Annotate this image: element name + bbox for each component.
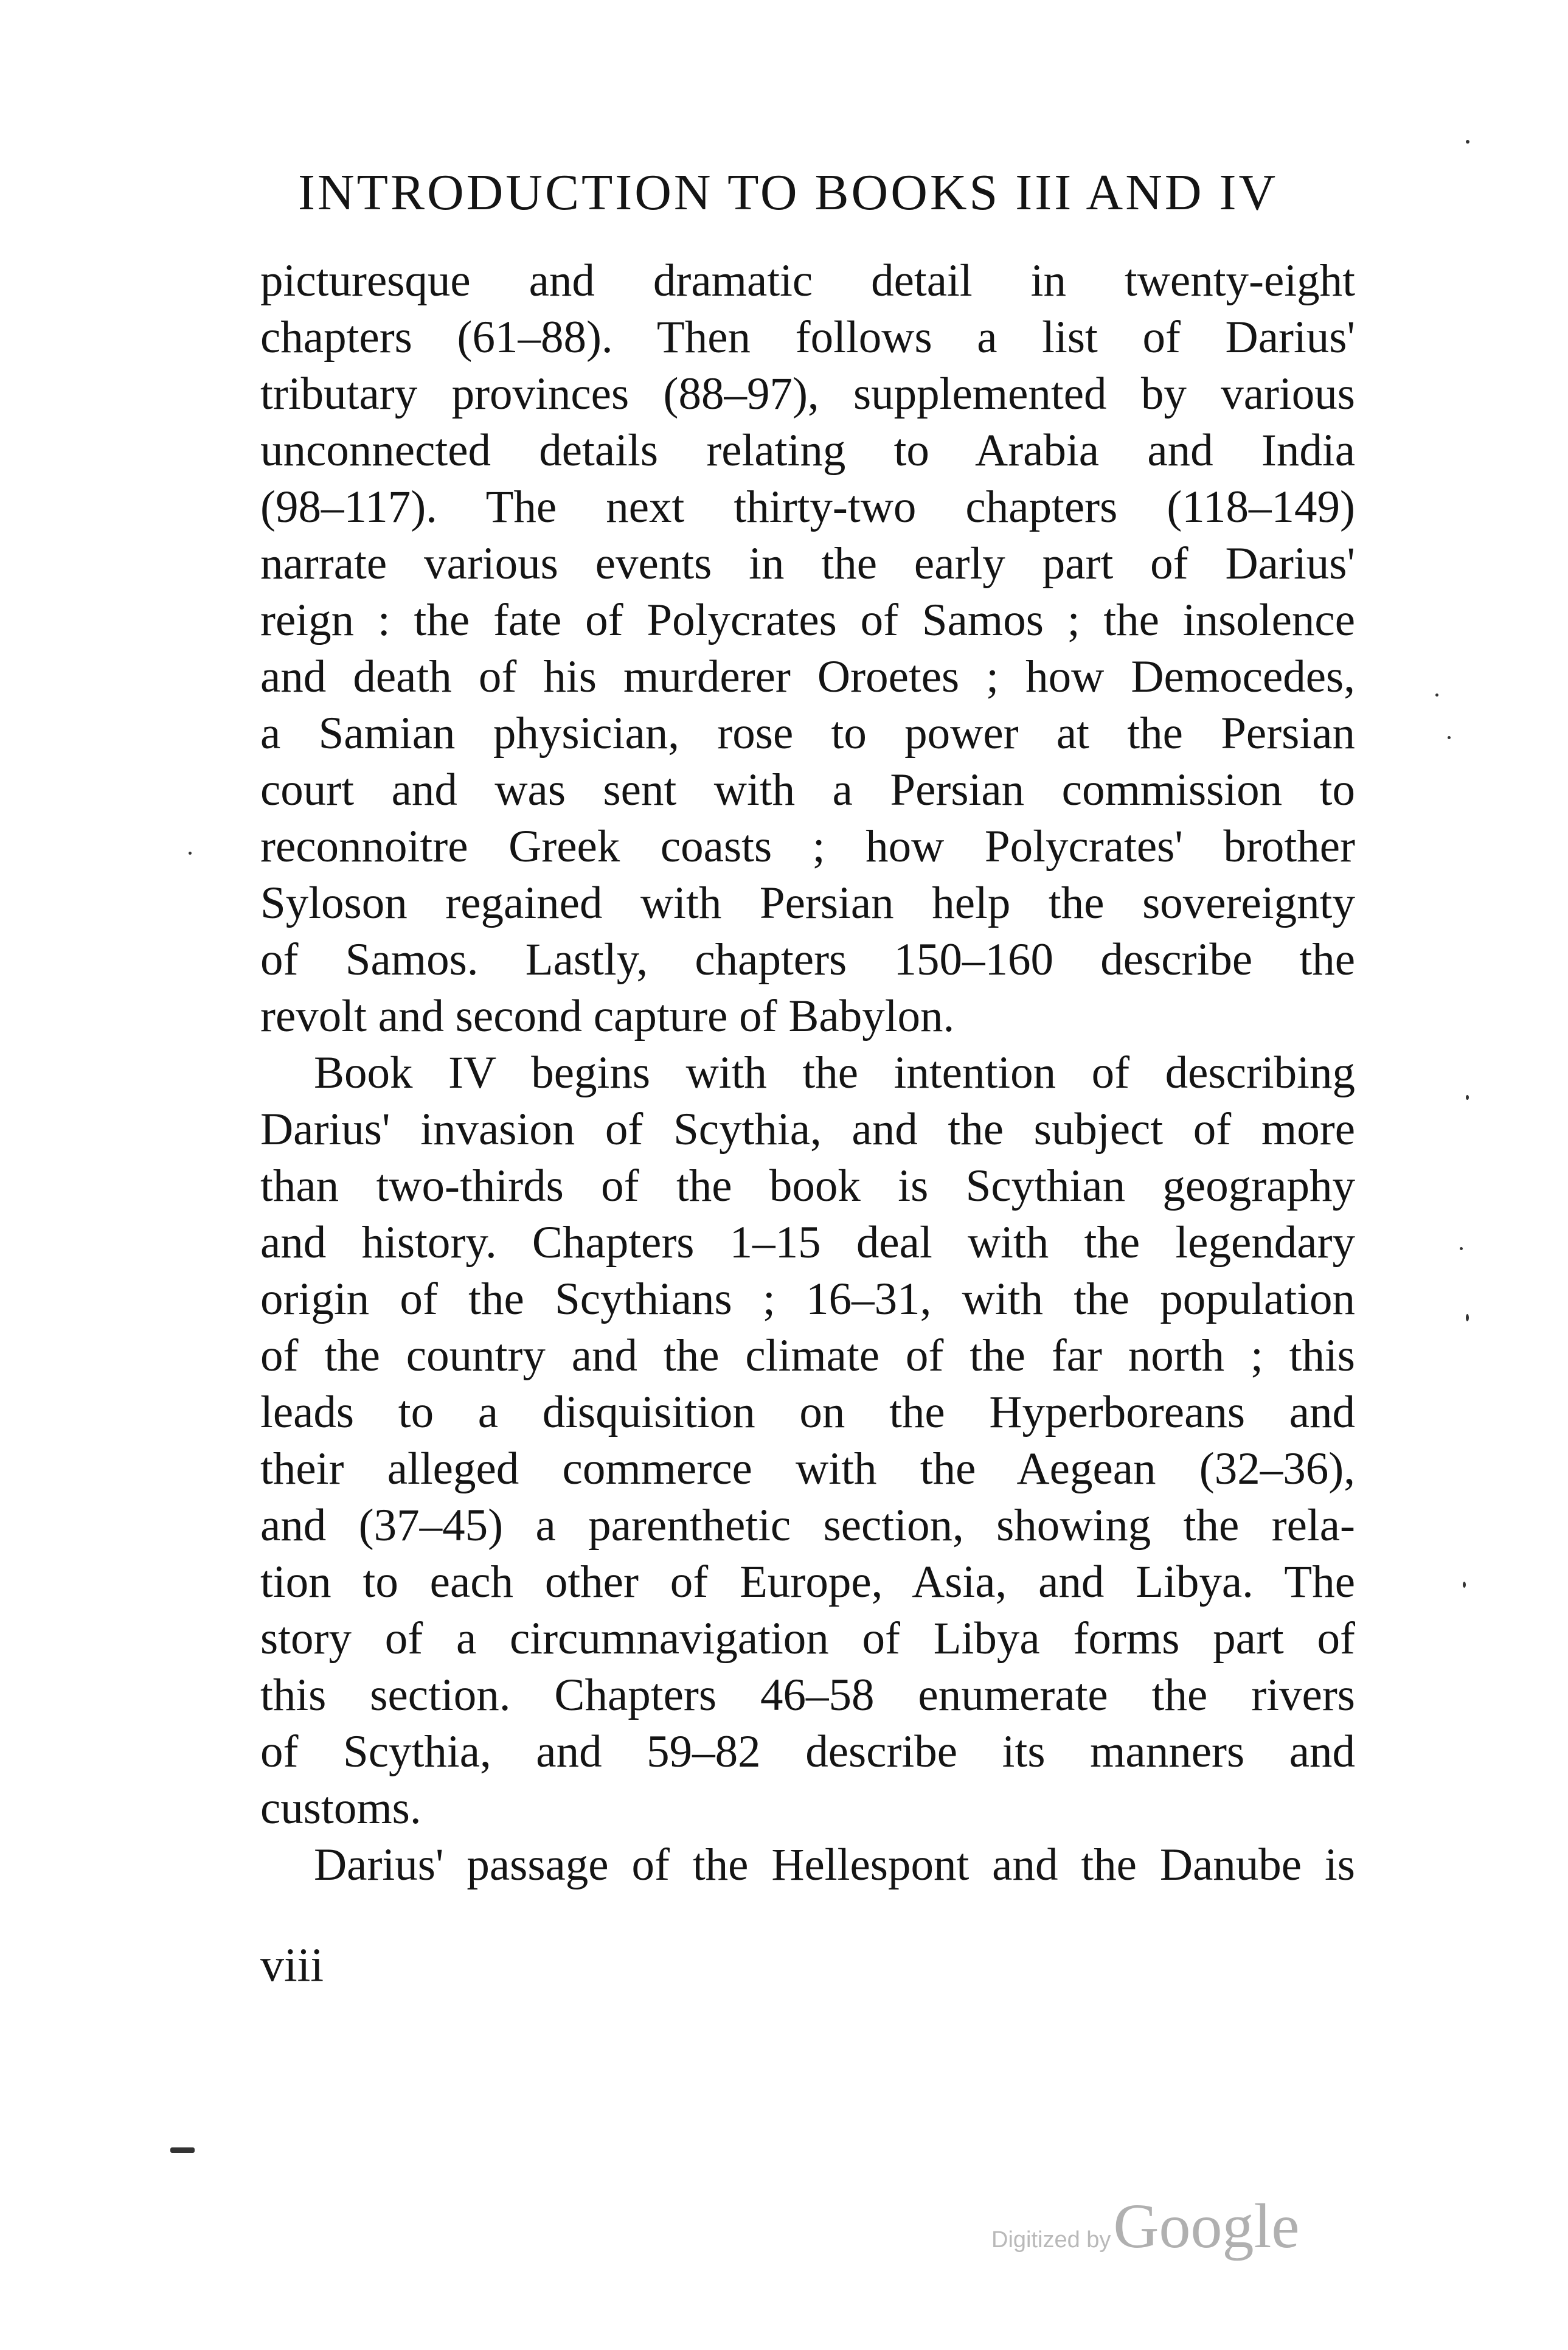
text-line: picturesque and dramatic detail in twenty-eight: [260, 256, 1355, 306]
text-line: of the country and the climate of the far north ; this: [260, 1330, 1355, 1381]
scan-speck: [1435, 694, 1438, 697]
text-line: of Scythia, and 59–82 describe its manners and: [260, 1726, 1355, 1777]
scan-speck: [1448, 736, 1451, 739]
page-number: viii: [260, 1938, 324, 1991]
text-line: story of a circumnavigation of Libya forms part of: [260, 1613, 1355, 1664]
scan-speck: [189, 852, 192, 855]
text-line: Syloson regained with Persian help the sovereignty: [260, 878, 1355, 928]
text-line: tributary provinces (88–97), supplemented by various: [260, 369, 1355, 419]
scan-speck: [170, 2147, 195, 2153]
text-line: than two-thirds of the book is Scythian geography: [260, 1161, 1355, 1211]
digitized-watermark: [991, 2190, 1332, 2281]
google-logo: Google: [1113, 2191, 1300, 2261]
text-line: origin of the Scythians ; 16–31, with the population: [260, 1274, 1355, 1324]
text-line: and death of his murderer Oroetes ; how Democedes,: [260, 652, 1355, 702]
text-line: their alleged commerce with the Aegean (32–36),: [260, 1444, 1355, 1494]
text-line: Book IV begins with the intention of describing: [314, 1048, 1355, 1098]
text-line: of Samos. Lastly, chapters 150–160 describe the: [260, 934, 1355, 985]
text-line: narrate various events in the early part of Darius': [260, 538, 1355, 589]
scan-speck: [1466, 1314, 1469, 1321]
text-line: tion to each other of Europe, Asia, and Libya. The: [260, 1557, 1355, 1607]
text-line: customs.: [260, 1783, 421, 1834]
text-line: leads to a disquisition on the Hyperboreans and: [260, 1387, 1355, 1437]
text-line: a Samian physician, rose to power at the Persian: [260, 708, 1355, 759]
watermark-prefix: Digitized by: [991, 2227, 1111, 2253]
text-line: reign : the fate of Polycrates of Samos ; the insolence: [260, 595, 1355, 645]
scan-speck: [1466, 1095, 1469, 1100]
scan-speck: [1466, 140, 1469, 144]
text-line: unconnected details relating to Arabia and India: [260, 425, 1355, 476]
text-line: Darius' passage of the Hellespont and the Danube is: [314, 1840, 1355, 1890]
scan-speck: [1463, 1582, 1466, 1588]
text-line: and (37–45) a parenthetic section, showing the rela-: [260, 1500, 1355, 1551]
text-line: chapters (61–88). Then follows a list of Darius': [260, 312, 1355, 363]
text-line: Darius' invasion of Scythia, and the subject of more: [260, 1104, 1355, 1155]
body-text: [260, 252, 1355, 1893]
text-line: court and was sent with a Persian commission to: [260, 765, 1355, 815]
scan-speck: [1460, 1247, 1463, 1250]
text-line: this section. Chapters 46–58 enumerate the rivers: [260, 1670, 1355, 1720]
text-line: (98–117). The next thirty-two chapters (118–149): [260, 482, 1355, 532]
running-header: INTRODUCTION TO BOOKS III AND IV: [298, 164, 1278, 221]
text-line: and history. Chapters 1–15 deal with the legendary: [260, 1217, 1355, 1268]
text-line: revolt and second capture of Babylon.: [260, 991, 955, 1041]
text-line: reconnoitre Greek coasts ; how Polycrates' brother: [260, 821, 1355, 872]
